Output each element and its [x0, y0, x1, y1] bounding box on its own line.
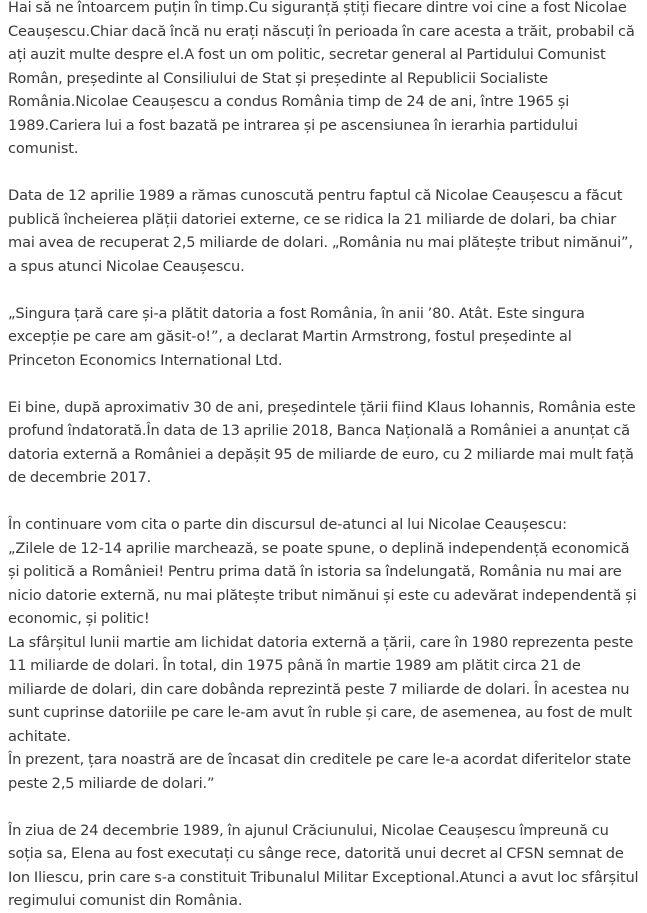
paragraph-execution: În ziua de 24 decembrie 1989, în ajunul Crăciunului, Nicolae Ceaușescu împreună cu soția sa, Elena au fost executați cu sânge rece, datorită unui decret al CFSN semnat de Ion Iliescu, prin care s-a constituit Tribunalul Militar Exceptional.Atunci a avut loc sfârșitul regimului comunist din România. — [8, 821, 639, 909]
paragraph-current-debt: Ei bine, după aproximativ 30 de ani, președintele țării fiind Klaus Iohannis, România este profund îndatorată.În data de 13 aprilie 2018, Banca Națională a României a anunțat că datoria externă a României a depășit 95 de miliarde de euro, cu 2 miliarde mai mult față de decembrie 2017. — [8, 398, 636, 486]
paragraph-speech-quote: În continuare vom cita o parte din discursul de-atunci al lui Nicolae Ceaușescu: „Zilele de 12-14 aprilie marchează, se poate spune, o deplină independență economică și politică a României! Pentru prima dată în istoria sa îndelungată, România nu mai are nicio datorie externă, nu mai plătește tribut nimănui și este cu adevărat independentă și economic, și politic! La sfârșitul lunii martie am lichidat datoria externă a țării, care în 1980 reprezenta peste 11 miliarde de dolari. În total, din 1975 până în martie 1989 am plătit circa 21 de miliarde de dolari, din care dobânda reprezintă peste 7 miliarde de dolari. În acestea nu sunt cuprinse datoriile pe care le-am avut în ruble și care, de asemenea, au fost de mult achitate. În prezent, țara noastră are de încasat din creditele pe care le-a acordat diferitelor state peste 2,5 miliarde de dolari.” — [8, 516, 637, 792]
paragraph-armstrong-quote: „Singura țară care și-a plătit datoria a fost România, în anii ’80. Atât. Este singura excepție pe care am găsit-o!”, a declarat Martin Armstrong, fostul președinte al Princeton Economics International Ltd. — [8, 304, 585, 369]
paragraph-intro: Hai să ne întoarcem puțin în timp.Cu siguranță știți fiecare dintre voi cine a fost Nicolae Ceaușescu.Chiar dacă încă nu erați născuți în perioada în care acesta a trăit, probabil că ați auzit multe despre el.A fost un om politic, secretar general al Partidului Comunist Român, președinte al Consiliului de Stat și președinte al Republicii Socialiste România.Nicolae Ceaușescu a condus România timp de 24 de ani, între 1965 și 1989.Cariera lui a fost bazată pe intrarea și pe ascensiunea în ierarhia partidului comunist. — [8, 0, 635, 157]
paragraph-debt-payment: Data de 12 aprilie 1989 a rămas cunoscută pentru faptul că Nicolae Ceaușescu a făcut publică încheierea plății datoriei externe, ce se ridica la 21 miliarde de dolari, ba chiar mai avea de recuperat 2,5 miliarde de dolari. „România nu mai plătește tribut nimănui”, a spus atunci Nicolae Ceaușescu. — [8, 187, 633, 275]
